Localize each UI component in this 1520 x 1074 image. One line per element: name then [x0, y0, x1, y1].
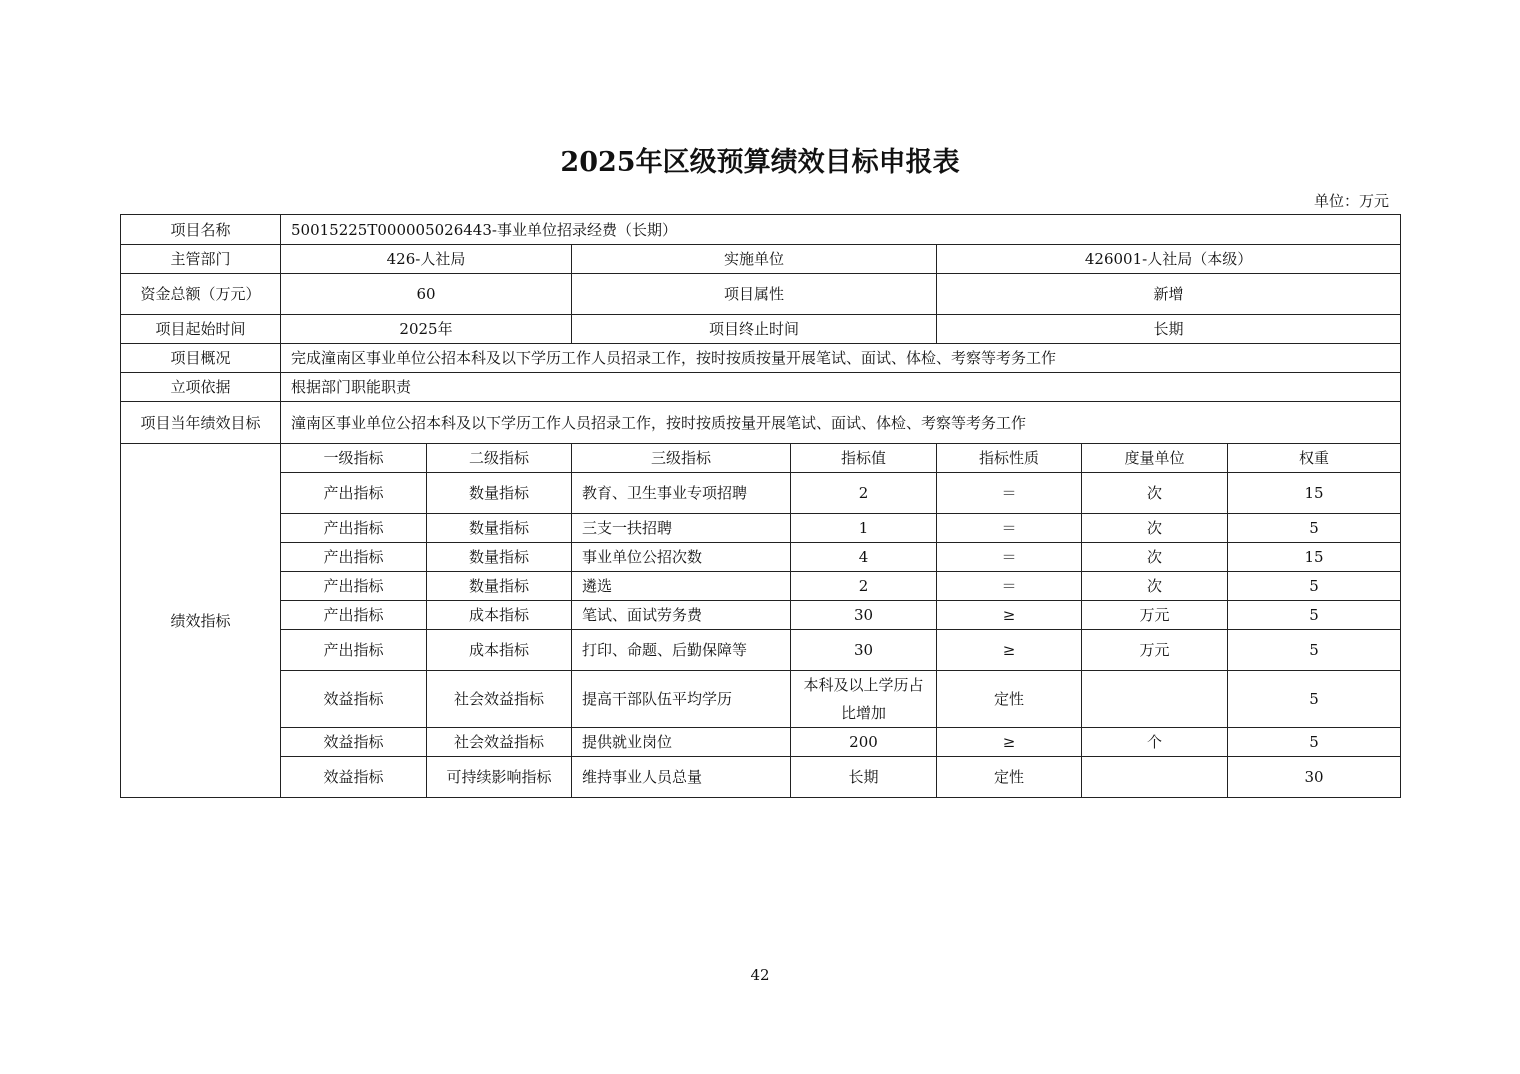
indicator-level1: 效益指标 [281, 757, 427, 798]
project-attribute-value: 新增 [937, 274, 1401, 315]
indicator-level3: 提高干部队伍平均学历 [572, 671, 791, 728]
indicator-unit: 万元 [1082, 601, 1228, 630]
fund-total-value: 60 [281, 274, 572, 315]
indicator-level3: 事业单位公招次数 [572, 543, 791, 572]
indicator-level2: 社会效益指标 [427, 671, 572, 728]
indicator-level2: 成本指标 [427, 601, 572, 630]
indicator-level3: 打印、命题、后勤保障等 [572, 630, 791, 671]
indicator-nature: ≥ [937, 630, 1082, 671]
indicator-unit: 次 [1082, 473, 1228, 514]
indicator-weight: 5 [1228, 572, 1401, 601]
indicator-level2: 成本指标 [427, 630, 572, 671]
fund-total-label: 资金总额（万元） [121, 274, 281, 315]
indicator-level2: 数量指标 [427, 473, 572, 514]
start-time-label: 项目起始时间 [121, 315, 281, 344]
header-nature: 指标性质 [937, 444, 1082, 473]
table-row [121, 671, 1401, 728]
page-number: 42 [750, 966, 770, 984]
project-name-label: 项目名称 [121, 215, 281, 245]
overview-row [121, 344, 1401, 373]
indicator-nature: ＝ [937, 514, 1082, 543]
project-name-value: 50015225T000005026443-事业单位招录经费（长期） [281, 215, 1401, 245]
table-row [121, 728, 1401, 757]
indicator-level2: 可持续影响指标 [427, 757, 572, 798]
page-title: 2025年区级预算绩效目标申报表 [560, 147, 960, 178]
indicator-level3: 教育、卫生事业专项招聘 [572, 473, 791, 514]
basis-row [121, 373, 1401, 402]
project-attribute-label: 项目属性 [572, 274, 937, 315]
indicator-nature: ≥ [937, 728, 1082, 757]
indicator-weight: 15 [1228, 543, 1401, 572]
header-value: 指标值 [791, 444, 937, 473]
indicator-unit: 个 [1082, 728, 1228, 757]
table-row [121, 473, 1401, 514]
indicator-nature: ＝ [937, 572, 1082, 601]
table-row [121, 757, 1401, 798]
indicator-level2: 数量指标 [427, 514, 572, 543]
overview-value: 完成潼南区事业单位公招本科及以下学历工作人员招录工作，按时按质按量开展笔试、面试、体检、考察等考务工作 [281, 344, 1401, 373]
indicator-value: 本科及以上学历占比增加 [791, 671, 937, 728]
indicator-level3: 三支一扶招聘 [572, 514, 791, 543]
indicator-unit: 次 [1082, 543, 1228, 572]
department-label: 主管部门 [121, 245, 281, 274]
fund-row [121, 274, 1401, 315]
table-row [121, 601, 1401, 630]
indicator-level1: 产出指标 [281, 543, 427, 572]
indicator-nature: 定性 [937, 671, 1082, 728]
indicator-value: 1 [791, 514, 937, 543]
indicator-weight: 5 [1228, 514, 1401, 543]
indicator-weight: 5 [1228, 601, 1401, 630]
overview-label: 项目概况 [121, 344, 281, 373]
project-name-row [121, 215, 1401, 245]
indicator-level3: 笔试、面试劳务费 [572, 601, 791, 630]
annual-goal-row [121, 402, 1401, 444]
indicator-level1: 效益指标 [281, 728, 427, 757]
indicator-level1: 产出指标 [281, 473, 427, 514]
indicator-level1: 效益指标 [281, 671, 427, 728]
indicator-level1: 产出指标 [281, 601, 427, 630]
indicator-weight: 15 [1228, 473, 1401, 514]
indicator-level1: 产出指标 [281, 514, 427, 543]
indicator-value: 长期 [791, 757, 937, 798]
table-row [121, 630, 1401, 671]
implementing-unit-value: 426001-人社局（本级） [937, 245, 1401, 274]
indicator-unit: 次 [1082, 514, 1228, 543]
basis-label: 立项依据 [121, 373, 281, 402]
indicator-unit [1082, 757, 1228, 798]
table-row [121, 543, 1401, 572]
indicator-unit [1082, 671, 1228, 728]
indicator-level2: 社会效益指标 [427, 728, 572, 757]
indicator-level3: 遴选 [572, 572, 791, 601]
unit-label: 单位：万元 [1313, 192, 1389, 210]
header-level2: 二级指标 [427, 444, 572, 473]
end-time-label: 项目终止时间 [572, 315, 937, 344]
header-level1: 一级指标 [281, 444, 427, 473]
header-level3: 三级指标 [572, 444, 791, 473]
indicator-nature: ≥ [937, 601, 1082, 630]
indicator-weight: 30 [1228, 757, 1401, 798]
indicator-header-row [121, 444, 1401, 473]
implementing-unit-label: 实施单位 [572, 245, 937, 274]
indicator-level3: 提供就业岗位 [572, 728, 791, 757]
indicator-level2: 数量指标 [427, 543, 572, 572]
indicator-value: 30 [791, 630, 937, 671]
start-time-value: 2025年 [281, 315, 572, 344]
indicator-nature: ＝ [937, 543, 1082, 572]
indicator-nature: ＝ [937, 473, 1082, 514]
table-row [121, 514, 1401, 543]
annual-goal-label: 项目当年绩效目标 [121, 402, 281, 444]
indicator-value: 30 [791, 601, 937, 630]
indicators-section-label: 绩效指标 [121, 444, 281, 798]
indicator-unit: 万元 [1082, 630, 1228, 671]
indicator-level2: 数量指标 [427, 572, 572, 601]
performance-table [120, 214, 1401, 798]
indicator-level3: 维持事业人员总量 [572, 757, 791, 798]
basis-value: 根据部门职能职责 [281, 373, 1401, 402]
table-row [121, 572, 1401, 601]
department-value: 426-人社局 [281, 245, 572, 274]
annual-goal-value: 潼南区事业单位公招本科及以下学历工作人员招录工作，按时按质按量开展笔试、面试、体检、考察等考务工作 [281, 402, 1401, 444]
indicator-unit: 次 [1082, 572, 1228, 601]
department-row [121, 245, 1401, 274]
indicator-value: 2 [791, 473, 937, 514]
indicator-value: 200 [791, 728, 937, 757]
indicator-weight: 5 [1228, 630, 1401, 671]
header-weight: 权重 [1228, 444, 1401, 473]
end-time-value: 长期 [937, 315, 1401, 344]
header-unit: 度量单位 [1082, 444, 1228, 473]
indicator-nature: 定性 [937, 757, 1082, 798]
indicator-weight: 5 [1228, 671, 1401, 728]
indicator-value: 4 [791, 543, 937, 572]
indicator-level1: 产出指标 [281, 630, 427, 671]
indicator-value: 2 [791, 572, 937, 601]
indicator-level1: 产出指标 [281, 572, 427, 601]
indicator-weight: 5 [1228, 728, 1401, 757]
period-row [121, 315, 1401, 344]
